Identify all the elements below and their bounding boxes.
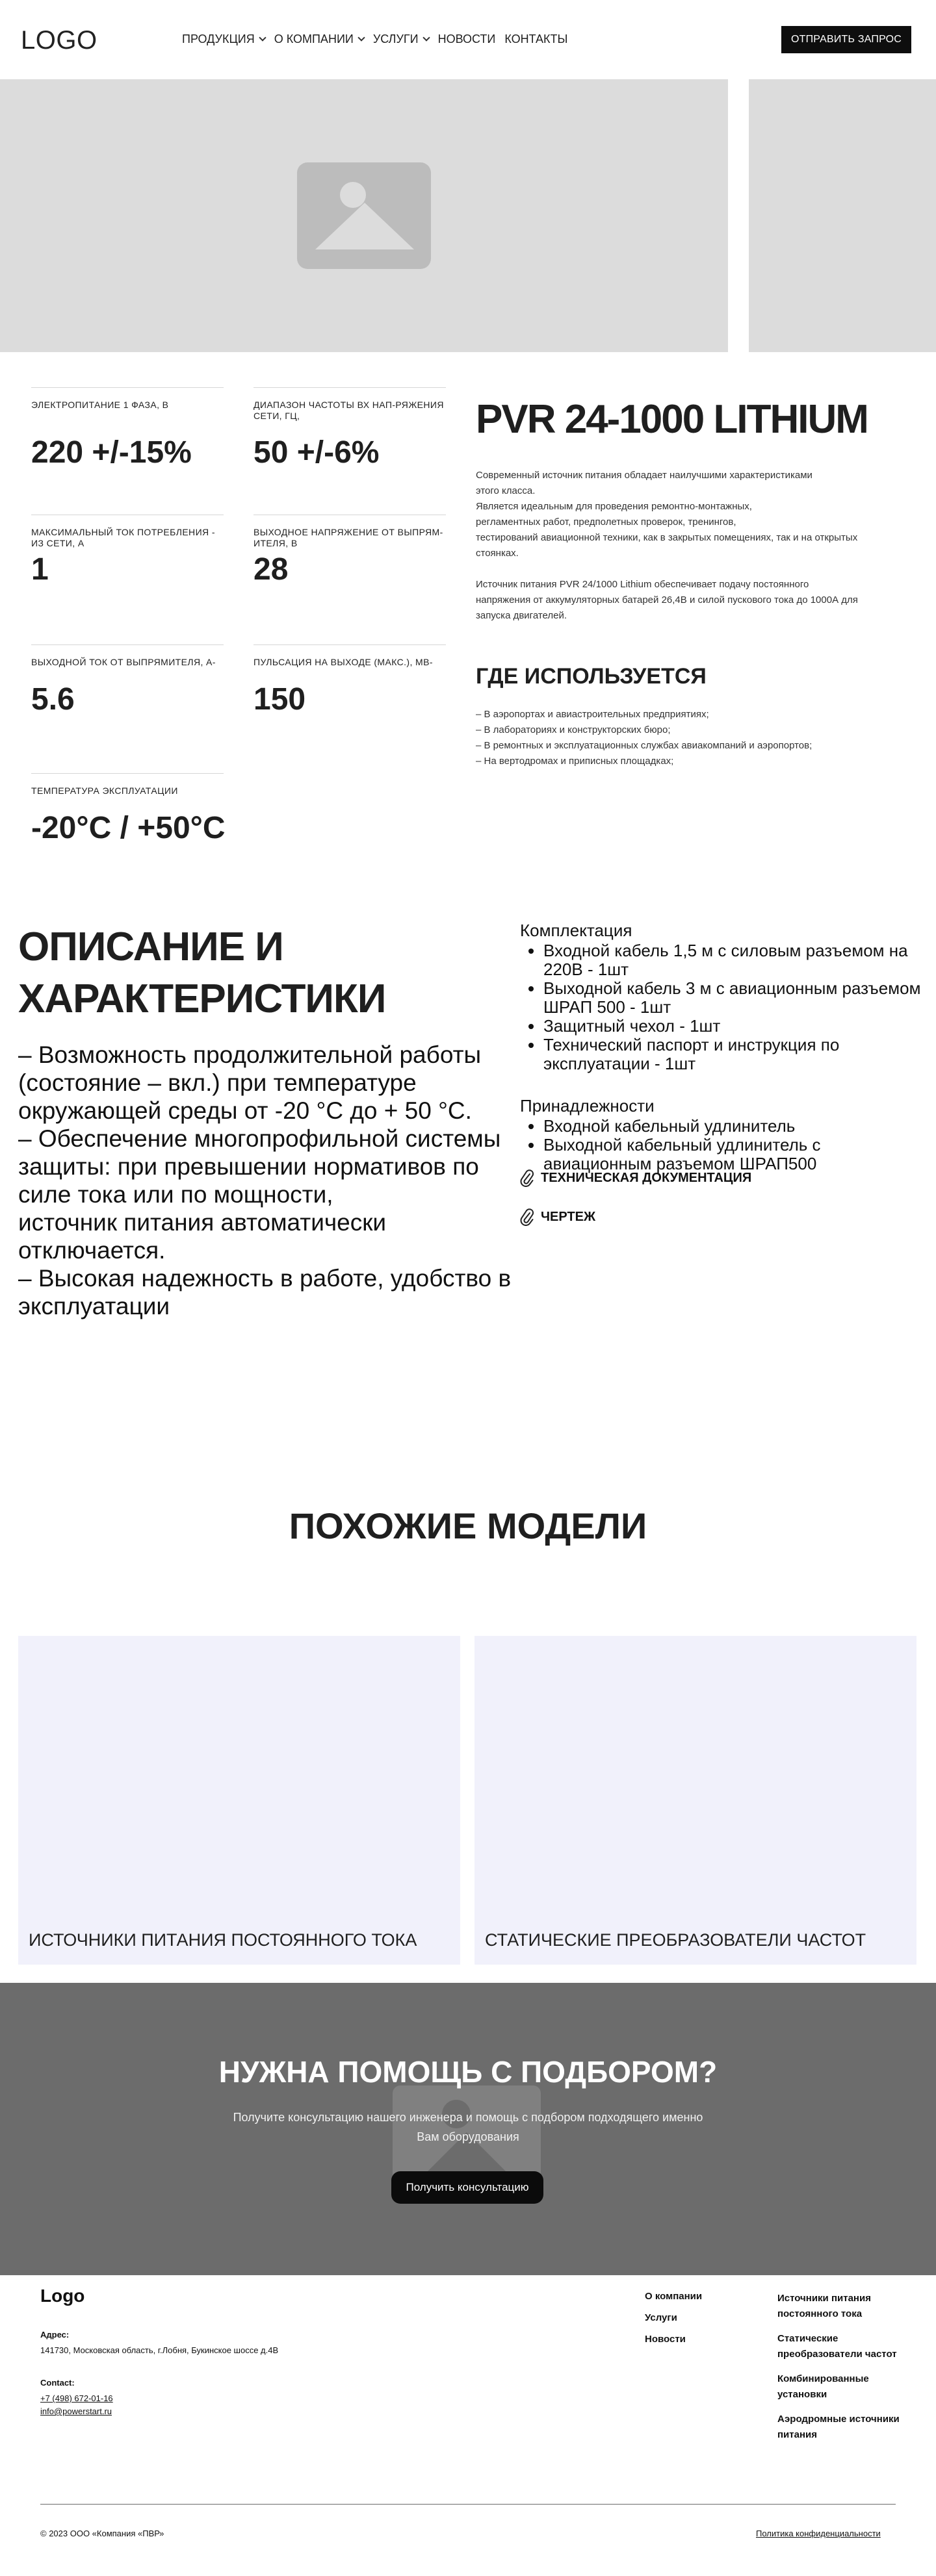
contact-label: Contact: [40, 2378, 75, 2388]
email-link[interactable]: info@powerstart.ru [40, 2406, 112, 2416]
footer-link[interactable]: Аэродромные источники питания [777, 2414, 900, 2440]
copyright: © 2023 ООО «Компания «ПВР» [40, 2529, 164, 2538]
kit-item: • Выходной кабель 3 м с авиационным разъемом ШРАП 500 - 1шт [543, 979, 923, 1017]
site-logo[interactable]: LOGO [21, 26, 98, 55]
link-label: ТЕХНИЧЕСКАЯ ДОКУМЕНТАЦИЯ [541, 1170, 752, 1185]
spec-item [254, 387, 446, 470]
spec-label: ПУЛЬСАЦИЯ НА ВЫХОДЕ (МАКС.), МВ- [254, 657, 433, 667]
usage-item: – В ремонтных и эксплуатационных службах авиакомпаний и аэропортов; [476, 740, 812, 751]
similar-models [0, 1450, 936, 1983]
spec-item [31, 515, 224, 587]
phone-link[interactable]: +7 (498) 672-01-16 [40, 2393, 113, 2403]
product-specs [0, 352, 936, 865]
accessory-item: • Входной кабельный удлинитель [543, 1117, 923, 1136]
product-gallery [0, 79, 936, 352]
kit-block [520, 921, 923, 1197]
spec-value: 50 +/-6% [254, 435, 380, 470]
chevron-down-icon [422, 34, 430, 41]
product-title: PVR 24-1000 LITHIUM [476, 397, 868, 442]
main-nav [182, 32, 567, 46]
spec-value: 1 [31, 552, 49, 587]
nav-label: ПРОДУКЦИЯ [182, 32, 255, 45]
product-description [476, 468, 866, 639]
spec-value: -20°C / +50°C [31, 811, 226, 845]
spec-label: ВЫХОДНОЙ ТОК ОТ ВЫПРЯМИТЕЛЯ, А- [31, 657, 216, 667]
usage-title: ГДЕ ИСПОЛЬЗУЕТСЯ [476, 664, 707, 689]
kit-list [520, 941, 923, 1073]
link-label: ЧЕРТЕЖ [541, 1209, 596, 1224]
model-card-dc-power[interactable] [18, 1636, 460, 1965]
help-text: Получите консультацию нашего инженера и помощь с подбором подходящего именно Вам оборудования [233, 2111, 703, 2143]
document-links [520, 1168, 751, 1246]
description-paragraph: Источник питания PVR 24/1000 Lithium обеспечивает подачу постоянного напряжения от аккумуляторных батарей 26,4В и силой пускового тока до 1000А для запуска двигателей. [476, 579, 858, 621]
spec-item [31, 644, 224, 717]
kit-title: Комплектация [520, 921, 632, 940]
gallery-thumbnail[interactable] [749, 79, 936, 352]
spec-label: ВЫХОДНОЕ НАПРЯЖЕНИЕ ОТ ВЫПРЯМ-ИТЕЛЯ, В [254, 527, 443, 548]
site-footer [0, 2275, 936, 2576]
nav-label: КОНТАКТЫ [504, 32, 568, 45]
help-banner [0, 1983, 936, 2275]
footer-link[interactable]: Услуги [645, 2312, 677, 2323]
usage-item: – В лабораториях и конструкторских бюро; [476, 724, 671, 735]
chevron-down-icon [259, 34, 266, 41]
nav-item-services[interactable] [373, 32, 429, 46]
usage-list [476, 707, 814, 769]
accessories-title: Принадлежности [520, 1096, 655, 1116]
accessory-item: • Выходной кабельный удлинитель с авиационным разъемом ШРАП500 [543, 1136, 923, 1173]
footer-logo[interactable]: Logo [40, 2286, 85, 2306]
section-title: ПОХОЖИЕ МОДЕЛИ [289, 1505, 647, 1546]
footer-divider [40, 2504, 896, 2505]
footer-nav [645, 2291, 702, 2355]
help-title: НУЖНА ПОМОЩЬ С ПОДБОРОМ? [218, 2055, 718, 2089]
tech-docs-link[interactable] [520, 1168, 751, 1188]
footer-link[interactable]: Статические преобразователи частот [777, 2333, 897, 2360]
send-request-button[interactable]: ОТПРАВИТЬ ЗАПРОС [781, 26, 911, 53]
address-label: Адрес: [40, 2330, 70, 2340]
usage-item: – В аэропортах и авиастроительных предприятиях; [476, 709, 709, 720]
spec-item [254, 644, 446, 717]
card-label: ИСТОЧНИКИ ПИТАНИЯ ПОСТОЯННОГО ТОКА [29, 1930, 417, 1950]
spec-label: ЭЛЕКТРОПИТАНИЕ 1 ФАЗА, В [31, 400, 169, 410]
spec-item [31, 387, 224, 470]
privacy-policy-link[interactable]: Политика конфиденциальности [756, 2529, 881, 2538]
section-title: ОПИСАНИЕ И ХАРАКТЕРИСТИКИ [18, 925, 386, 1021]
kit-item: • Технический паспорт и инструкция по эксплуатации - 1шт [543, 1036, 923, 1073]
spec-value: 5.6 [31, 682, 75, 717]
footer-link[interactable]: О компании [645, 2291, 703, 2302]
chevron-down-icon [358, 34, 365, 41]
kit-item: • Входной кабель 1,5 м с силовым разъемом на 220В - 1шт [543, 941, 923, 979]
site-header [0, 0, 936, 79]
nav-item-products[interactable] [182, 32, 265, 46]
footer-link[interactable]: Новости [645, 2334, 686, 2345]
paperclip-icon [520, 1168, 534, 1188]
spec-item [254, 515, 446, 587]
footer-link[interactable]: Источники питания постоянного тока [777, 2293, 871, 2319]
drawing-link[interactable] [520, 1207, 751, 1227]
spec-item [31, 773, 224, 845]
nav-item-contacts[interactable] [504, 32, 567, 46]
gallery-main-image[interactable] [0, 79, 728, 352]
description-section [0, 865, 936, 1450]
model-card-frequency-converters[interactable] [474, 1636, 916, 1965]
paperclip-icon [520, 1207, 534, 1227]
mountain-shape [315, 203, 414, 249]
spec-value: 28 [254, 552, 289, 587]
description-paragraph: Современный источник питания обладает наилучшими характеристиками этого класса. Является идеальным для проведения ремонтно-монтажных, регламентных работ, предполетных проверок, тренингов, тестирований авиационной техники, как в закрытых помещениях, так и на открытых стоянках. [476, 470, 858, 559]
get-consultation-button[interactable]: Получить консультацию [391, 2171, 543, 2204]
spec-label: ДИАПАЗОН ЧАСТОТЫ ВХ НАП-РЯЖЕНИЯ СЕТИ, ГЦ, [254, 400, 444, 421]
nav-label: НОВОСТИ [437, 32, 496, 45]
usage-item: – На вертодромах и приписных площадках; [476, 756, 674, 767]
nav-label: О КОМПАНИИ [274, 32, 354, 45]
image-placeholder-icon [297, 162, 431, 269]
footer-products [777, 2291, 901, 2452]
nav-item-news[interactable] [438, 32, 496, 46]
card-label: СТАТИЧЕСКИЕ ПРЕОБРАЗОВАТЕЛИ ЧАСТОТ [485, 1930, 866, 1950]
kit-item: • Защитный чехол - 1шт [543, 1017, 923, 1036]
nav-item-about[interactable] [274, 32, 364, 46]
nav-label: УСЛУГИ [372, 32, 419, 45]
spec-value: 150 [254, 682, 306, 717]
description-body: – Возможность продолжительной работы (состояние – вкл.) при температуре окружающей среды от -20 °С до + 50 °С. – Обеспечение многопрофильной системы защиты: при превышении нормативов по силе тока или по мощности, источник питания автоматически отключается. – Высокая надежность в работе, удобство в эксплуатации [18, 1041, 512, 1320]
address-text: 141730, Московская область, г.Лобня, Букинское шоссе д.4В [40, 2345, 279, 2355]
accessories-list [520, 1117, 923, 1173]
spec-label: ТЕМПЕРАТУРА ЭКСПЛУАТАЦИИ [31, 785, 178, 796]
footer-link[interactable]: Комбинированные установки [777, 2373, 869, 2400]
spec-label: МАКСИМАЛЬНЫЙ ТОК ПОТРЕБЛЕНИЯ - ИЗ СЕТИ, А [31, 527, 215, 548]
spec-value: 220 +/-15% [31, 435, 192, 470]
